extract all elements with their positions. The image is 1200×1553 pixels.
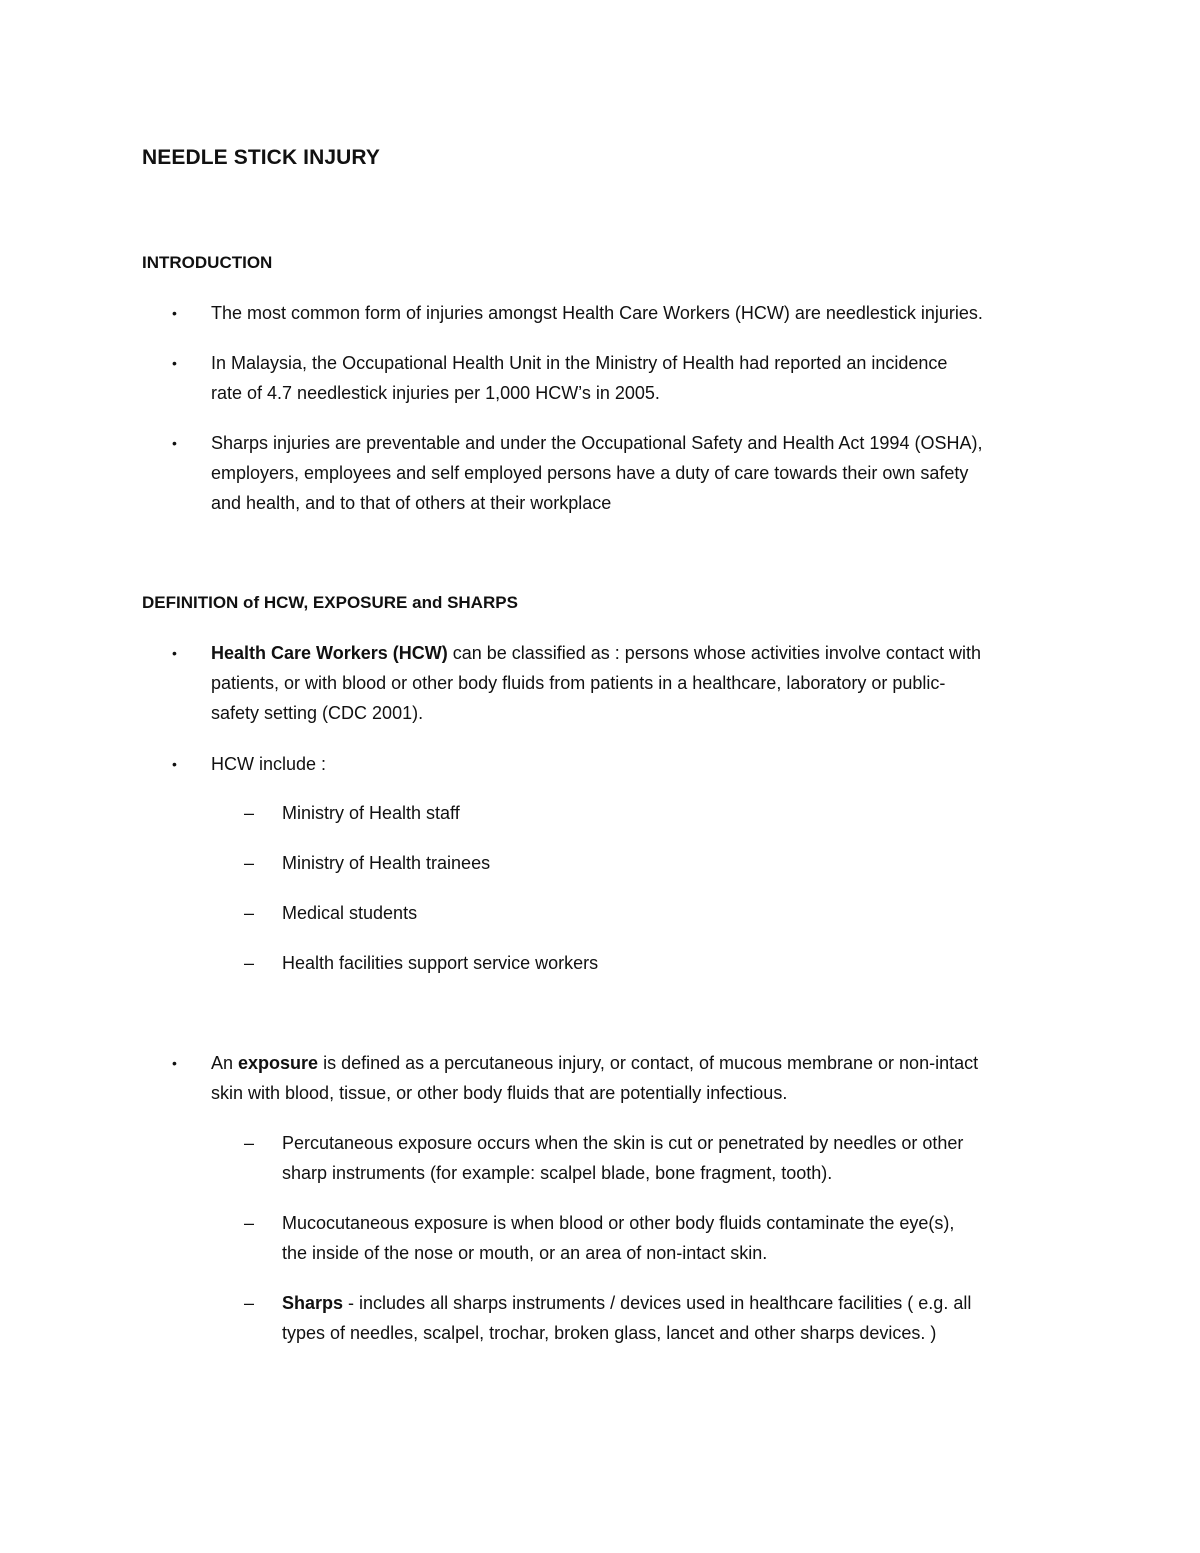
sharps-line-2: types of needles, scalpel, trochar, broken glass, lancet and other sharps devices. ) — [282, 1323, 937, 1343]
dash-glyph: – — [244, 1293, 255, 1313]
bullet-glyph: • — [172, 1055, 177, 1071]
sharps-line-1 — [282, 1288, 971, 1318]
mucocutaneous-line-1: Mucocutaneous exposure is when blood or other body fluids contaminate the eye(s), — [282, 1213, 955, 1233]
introduction-heading: INTRODUCTION — [142, 253, 273, 272]
exposure-definition-line-2: skin with blood, tissue, or other body fluids that are potentially infectious. — [211, 1083, 788, 1103]
exposure-term: exposure — [238, 1053, 319, 1073]
hcw-include-item: Ministry of Health staff — [282, 803, 460, 823]
hcw-definition-line-2: patients, or with blood or other body fluids from patients in a healthcare, laboratory or public- — [211, 673, 946, 693]
hcw-definition-text: can be classified as : persons whose activities involve contact with — [447, 643, 981, 663]
intro-bullet-3-line-3: and health, and to that of others at their workplace — [211, 493, 612, 513]
hcw-definition-line-1 — [211, 638, 981, 668]
dash-glyph: – — [244, 1213, 255, 1233]
hcw-definition-line-3: safety setting (CDC 2001). — [211, 703, 424, 723]
bullet-glyph: • — [172, 355, 177, 371]
dash-glyph: – — [244, 903, 255, 923]
hcw-include-item: Health facilities support service workers — [282, 953, 599, 973]
mucocutaneous-line-2: the inside of the nose or mouth, or an area of non-intact skin. — [282, 1243, 768, 1263]
dash-glyph: – — [244, 803, 255, 823]
bullet-glyph: • — [172, 756, 177, 772]
document-title: NEEDLE STICK INJURY — [142, 146, 380, 169]
exposure-definition-line-1 — [211, 1048, 978, 1078]
dash-glyph: – — [244, 853, 255, 873]
hcw-term: Health Care Workers (HCW) — [211, 643, 448, 663]
intro-bullet-3-line-1: Sharps injuries are preventable and under the Occupational Safety and Health Act 1994 (OSHA), — [211, 433, 983, 453]
dash-glyph: – — [244, 1133, 255, 1153]
intro-bullet-2-line-2: rate of 4.7 needlestick injuries per 1,000 HCW’s in 2005. — [211, 383, 660, 403]
sharps-term: Sharps — [282, 1293, 344, 1313]
intro-bullet-3-line-2: employers, employees and self employed persons have a duty of care towards their own safety — [211, 463, 969, 483]
percutaneous-line-1: Percutaneous exposure occurs when the skin is cut or penetrated by needles or other — [282, 1133, 964, 1153]
percutaneous-line-2: sharp instruments (for example: scalpel blade, bone fragment, tooth). — [282, 1163, 833, 1183]
hcw-include-item: Medical students — [282, 903, 418, 923]
exposure-prefix: An — [211, 1053, 239, 1073]
bullet-glyph: • — [172, 645, 177, 661]
dash-glyph: – — [244, 953, 255, 973]
definition-heading: DEFINITION of HCW, EXPOSURE and SHARPS — [142, 593, 518, 612]
sharps-definition-text: - includes all sharps instruments / devices used in healthcare facilities ( e.g. all — [343, 1293, 972, 1313]
bullet-glyph: • — [172, 435, 177, 451]
intro-bullet-1-line-1: The most common form of injuries amongst Health Care Workers (HCW) are needlestick injuries. — [211, 303, 983, 323]
exposure-definition-text: is defined as a percutaneous injury, or contact, of mucous membrane or non-intact — [318, 1053, 979, 1073]
intro-bullet-2-line-1: In Malaysia, the Occupational Health Unit in the Ministry of Health had reported an incidence — [211, 353, 948, 373]
bullet-glyph: • — [172, 305, 177, 321]
hcw-include-item: Ministry of Health trainees — [282, 853, 491, 873]
hcw-include-label: HCW include : — [211, 754, 327, 774]
